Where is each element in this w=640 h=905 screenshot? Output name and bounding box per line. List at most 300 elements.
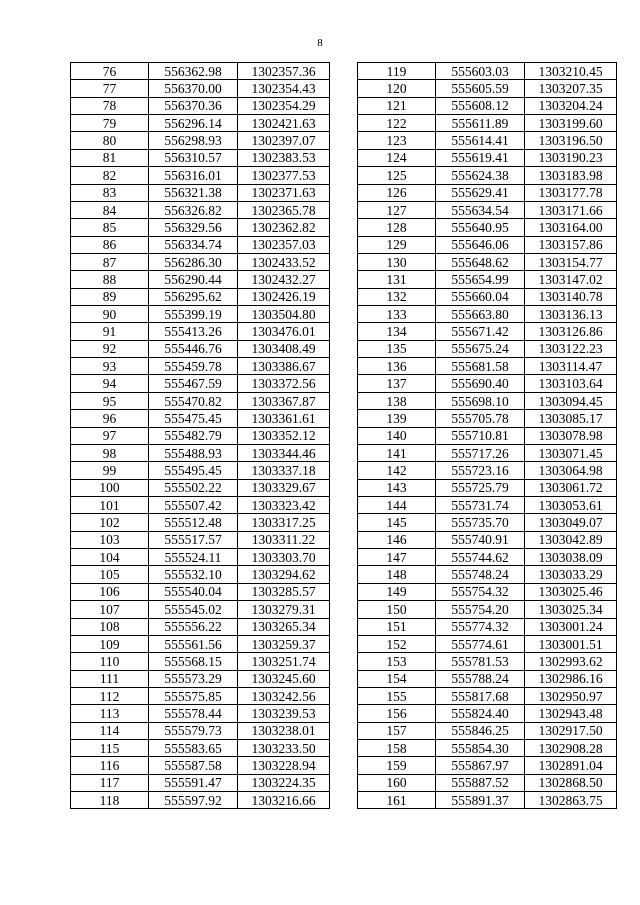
x-coordinate-cell: 555660.04: [436, 288, 525, 305]
point-number-cell: 133: [358, 306, 436, 323]
point-number-cell: 128: [358, 219, 436, 236]
table-row: [358, 705, 617, 722]
point-number-cell: 158: [358, 740, 436, 757]
table-row: [71, 618, 330, 635]
y-coordinate-cell: 1303476.01: [238, 323, 330, 340]
table-row: [71, 80, 330, 97]
y-coordinate-cell: 1303177.78: [525, 184, 617, 201]
y-coordinate-cell: 1303164.00: [525, 219, 617, 236]
table-row: [71, 635, 330, 652]
x-coordinate-cell: 556329.56: [149, 219, 238, 236]
x-coordinate-cell: 555597.92: [149, 792, 238, 809]
y-coordinate-cell: 1303049.07: [525, 514, 617, 531]
x-coordinate-cell: 555540.04: [149, 583, 238, 600]
table-row: [358, 462, 617, 479]
x-coordinate-cell: 555846.25: [436, 722, 525, 739]
x-coordinate-cell: 555788.24: [436, 670, 525, 687]
table-row: [71, 149, 330, 166]
table-row: [358, 63, 617, 80]
point-number-cell: 116: [71, 757, 149, 774]
point-number-cell: 105: [71, 566, 149, 583]
y-coordinate-cell: 1303064.98: [525, 462, 617, 479]
y-coordinate-cell: 1302354.43: [238, 80, 330, 97]
point-number-cell: 123: [358, 132, 436, 149]
x-coordinate-cell: 555475.45: [149, 410, 238, 427]
point-number-cell: 137: [358, 375, 436, 392]
point-number-cell: 119: [358, 63, 436, 80]
y-coordinate-cell: 1303251.74: [238, 653, 330, 670]
point-number-cell: 139: [358, 410, 436, 427]
point-number-cell: 122: [358, 115, 436, 132]
y-coordinate-cell: 1302863.75: [525, 792, 617, 809]
table-row: [358, 635, 617, 652]
table-row: [71, 132, 330, 149]
table-row: [71, 236, 330, 253]
x-coordinate-cell: 555824.40: [436, 705, 525, 722]
x-coordinate-cell: 555634.54: [436, 201, 525, 218]
point-number-cell: 138: [358, 392, 436, 409]
x-coordinate-cell: 555740.91: [436, 531, 525, 548]
x-coordinate-cell: 555517.57: [149, 531, 238, 548]
x-coordinate-cell: 555663.80: [436, 306, 525, 323]
y-coordinate-cell: 1303207.35: [525, 80, 617, 97]
point-number-cell: 102: [71, 514, 149, 531]
point-number-cell: 149: [358, 583, 436, 600]
table-row: [71, 427, 330, 444]
x-coordinate-cell: 555583.65: [149, 740, 238, 757]
point-number-cell: 159: [358, 757, 436, 774]
point-number-cell: 108: [71, 618, 149, 635]
y-coordinate-cell: 1303216.66: [238, 792, 330, 809]
table-row: [71, 774, 330, 791]
point-number-cell: 141: [358, 444, 436, 461]
table-row: [71, 271, 330, 288]
y-coordinate-cell: 1302993.62: [525, 653, 617, 670]
point-number-cell: 143: [358, 479, 436, 496]
x-coordinate-cell: 555690.40: [436, 375, 525, 392]
point-number-cell: 99: [71, 462, 149, 479]
y-coordinate-cell: 1303238.01: [238, 722, 330, 739]
x-coordinate-cell: 555603.03: [436, 63, 525, 80]
table-row: [358, 722, 617, 739]
table-row: [71, 444, 330, 461]
table-row: [71, 757, 330, 774]
y-coordinate-cell: 1303042.89: [525, 531, 617, 548]
y-coordinate-cell: 1302421.63: [238, 115, 330, 132]
y-coordinate-cell: 1303122.23: [525, 340, 617, 357]
y-coordinate-cell: 1303071.45: [525, 444, 617, 461]
point-number-cell: 88: [71, 271, 149, 288]
point-number-cell: 117: [71, 774, 149, 791]
table-row: [71, 219, 330, 236]
x-coordinate-cell: 556295.62: [149, 288, 238, 305]
y-coordinate-cell: 1303337.18: [238, 462, 330, 479]
y-coordinate-cell: 1303025.46: [525, 583, 617, 600]
x-coordinate-cell: 556321.38: [149, 184, 238, 201]
point-number-cell: 111: [71, 670, 149, 687]
x-coordinate-cell: 555867.97: [436, 757, 525, 774]
y-coordinate-cell: 1303140.78: [525, 288, 617, 305]
x-coordinate-cell: 555698.10: [436, 392, 525, 409]
point-number-cell: 145: [358, 514, 436, 531]
point-number-cell: 107: [71, 601, 149, 618]
x-coordinate-cell: 555470.82: [149, 392, 238, 409]
table-row: [358, 323, 617, 340]
point-number-cell: 80: [71, 132, 149, 149]
x-coordinate-cell: 555754.20: [436, 601, 525, 618]
table-row: [358, 427, 617, 444]
point-number-cell: 76: [71, 63, 149, 80]
point-number-cell: 157: [358, 722, 436, 739]
table-row: [71, 392, 330, 409]
x-coordinate-cell: 555459.78: [149, 358, 238, 375]
y-coordinate-cell: 1302917.50: [525, 722, 617, 739]
x-coordinate-cell: 555754.32: [436, 583, 525, 600]
x-coordinate-cell: 555579.73: [149, 722, 238, 739]
point-number-cell: 144: [358, 496, 436, 513]
table-row: [71, 288, 330, 305]
y-coordinate-cell: 1302433.52: [238, 253, 330, 270]
point-number-cell: 101: [71, 496, 149, 513]
table-row: [71, 323, 330, 340]
point-number-cell: 97: [71, 427, 149, 444]
point-number-cell: 124: [358, 149, 436, 166]
x-coordinate-cell: 555556.22: [149, 618, 238, 635]
y-coordinate-cell: 1303386.67: [238, 358, 330, 375]
y-coordinate-cell: 1303126.86: [525, 323, 617, 340]
x-coordinate-cell: 555495.45: [149, 462, 238, 479]
x-coordinate-cell: 556290.44: [149, 271, 238, 288]
x-coordinate-cell: 555675.24: [436, 340, 525, 357]
point-number-cell: 95: [71, 392, 149, 409]
point-number-cell: 135: [358, 340, 436, 357]
x-coordinate-cell: 555446.76: [149, 340, 238, 357]
point-number-cell: 86: [71, 236, 149, 253]
x-coordinate-cell: 555488.93: [149, 444, 238, 461]
x-coordinate-cell: 556296.14: [149, 115, 238, 132]
x-coordinate-cell: 555524.11: [149, 549, 238, 566]
table-row: [358, 566, 617, 583]
x-coordinate-cell: 555640.95: [436, 219, 525, 236]
table-row: [71, 340, 330, 357]
x-coordinate-cell: 555887.52: [436, 774, 525, 791]
table-row: [358, 653, 617, 670]
y-coordinate-cell: 1303025.34: [525, 601, 617, 618]
table-row: [358, 167, 617, 184]
y-coordinate-cell: 1302943.48: [525, 705, 617, 722]
x-coordinate-cell: 555502.22: [149, 479, 238, 496]
table-row: [358, 774, 617, 791]
point-number-cell: 127: [358, 201, 436, 218]
y-coordinate-cell: 1302357.36: [238, 63, 330, 80]
x-coordinate-cell: 555891.37: [436, 792, 525, 809]
y-coordinate-cell: 1303361.61: [238, 410, 330, 427]
y-coordinate-cell: 1303294.62: [238, 566, 330, 583]
table-row: [71, 792, 330, 809]
x-coordinate-cell: 556298.93: [149, 132, 238, 149]
x-coordinate-cell: 555681.58: [436, 358, 525, 375]
y-coordinate-cell: 1303259.37: [238, 635, 330, 652]
x-coordinate-cell: 555781.53: [436, 653, 525, 670]
table-row: [71, 670, 330, 687]
y-coordinate-cell: 1303311.22: [238, 531, 330, 548]
point-number-cell: 110: [71, 653, 149, 670]
point-number-cell: 103: [71, 531, 149, 548]
y-coordinate-cell: 1303001.24: [525, 618, 617, 635]
x-coordinate-cell: 555587.58: [149, 757, 238, 774]
y-coordinate-cell: 1303196.50: [525, 132, 617, 149]
y-coordinate-cell: 1303154.77: [525, 253, 617, 270]
y-coordinate-cell: 1302357.03: [238, 236, 330, 253]
point-number-cell: 81: [71, 149, 149, 166]
table-row: [71, 253, 330, 270]
table-row: [358, 132, 617, 149]
x-coordinate-cell: 555619.41: [436, 149, 525, 166]
y-coordinate-cell: 1302426.19: [238, 288, 330, 305]
table-row: [358, 618, 617, 635]
point-number-cell: 136: [358, 358, 436, 375]
y-coordinate-cell: 1303323.42: [238, 496, 330, 513]
table-row: [71, 410, 330, 427]
y-coordinate-cell: 1303061.72: [525, 479, 617, 496]
table-row: [358, 514, 617, 531]
y-coordinate-cell: 1302371.63: [238, 184, 330, 201]
point-number-cell: 130: [358, 253, 436, 270]
point-number-cell: 120: [358, 80, 436, 97]
y-coordinate-cell: 1303245.60: [238, 670, 330, 687]
table-row: [71, 531, 330, 548]
x-coordinate-cell: 555413.26: [149, 323, 238, 340]
point-number-cell: 152: [358, 635, 436, 652]
point-number-cell: 140: [358, 427, 436, 444]
table-row: [71, 462, 330, 479]
x-coordinate-cell: 555614.41: [436, 132, 525, 149]
table-row: [358, 740, 617, 757]
x-coordinate-cell: 556370.00: [149, 80, 238, 97]
point-number-cell: 96: [71, 410, 149, 427]
table-row: [358, 444, 617, 461]
table-row: [358, 236, 617, 253]
y-coordinate-cell: 1303147.02: [525, 271, 617, 288]
x-coordinate-cell: 555591.47: [149, 774, 238, 791]
y-coordinate-cell: 1303033.29: [525, 566, 617, 583]
x-coordinate-cell: 556310.57: [149, 149, 238, 166]
y-coordinate-cell: 1303210.45: [525, 63, 617, 80]
y-coordinate-cell: 1303279.31: [238, 601, 330, 618]
table-row: [358, 392, 617, 409]
point-number-cell: 153: [358, 653, 436, 670]
table-row: [71, 601, 330, 618]
x-coordinate-cell: 555705.78: [436, 410, 525, 427]
y-coordinate-cell: 1303078.98: [525, 427, 617, 444]
y-coordinate-cell: 1303103.64: [525, 375, 617, 392]
y-coordinate-cell: 1303204.24: [525, 97, 617, 114]
table-row: [358, 306, 617, 323]
x-coordinate-cell: 555575.85: [149, 687, 238, 704]
x-coordinate-cell: 555648.62: [436, 253, 525, 270]
table-row: [71, 566, 330, 583]
x-coordinate-cell: 555717.26: [436, 444, 525, 461]
point-number-cell: 90: [71, 306, 149, 323]
table-row: [358, 531, 617, 548]
table-row: [358, 792, 617, 809]
y-coordinate-cell: 1302383.53: [238, 149, 330, 166]
point-number-cell: 156: [358, 705, 436, 722]
y-coordinate-cell: 1303372.56: [238, 375, 330, 392]
y-coordinate-cell: 1302908.28: [525, 740, 617, 757]
x-coordinate-cell: 555748.24: [436, 566, 525, 583]
y-coordinate-cell: 1302432.27: [238, 271, 330, 288]
point-number-cell: 112: [71, 687, 149, 704]
y-coordinate-cell: 1303001.51: [525, 635, 617, 652]
point-number-cell: 126: [358, 184, 436, 201]
x-coordinate-cell: 555646.06: [436, 236, 525, 253]
y-coordinate-cell: 1303085.17: [525, 410, 617, 427]
point-number-cell: 131: [358, 271, 436, 288]
point-number-cell: 93: [71, 358, 149, 375]
y-coordinate-cell: 1303317.25: [238, 514, 330, 531]
point-number-cell: 134: [358, 323, 436, 340]
point-number-cell: 115: [71, 740, 149, 757]
point-number-cell: 148: [358, 566, 436, 583]
y-coordinate-cell: 1303094.45: [525, 392, 617, 409]
y-coordinate-cell: 1303265.34: [238, 618, 330, 635]
x-coordinate-cell: 555723.16: [436, 462, 525, 479]
y-coordinate-cell: 1303228.94: [238, 757, 330, 774]
y-coordinate-cell: 1302868.50: [525, 774, 617, 791]
point-number-cell: 146: [358, 531, 436, 548]
coordinates-table-left: [70, 62, 330, 809]
point-number-cell: 113: [71, 705, 149, 722]
y-coordinate-cell: 1302891.04: [525, 757, 617, 774]
x-coordinate-cell: 556326.82: [149, 201, 238, 218]
x-coordinate-cell: 555817.68: [436, 687, 525, 704]
page-number: 8: [317, 37, 323, 49]
y-coordinate-cell: 1303344.46: [238, 444, 330, 461]
table-row: [71, 63, 330, 80]
table-row: [71, 97, 330, 114]
y-coordinate-cell: 1303157.86: [525, 236, 617, 253]
table-row: [358, 496, 617, 513]
x-coordinate-cell: 555507.42: [149, 496, 238, 513]
y-coordinate-cell: 1303053.61: [525, 496, 617, 513]
table-row: [358, 184, 617, 201]
point-number-cell: 100: [71, 479, 149, 496]
x-coordinate-cell: 555568.15: [149, 653, 238, 670]
point-number-cell: 82: [71, 167, 149, 184]
table-row: [71, 479, 330, 496]
point-number-cell: 83: [71, 184, 149, 201]
x-coordinate-cell: 555399.19: [149, 306, 238, 323]
table-row: [358, 201, 617, 218]
x-coordinate-cell: 556286.30: [149, 253, 238, 270]
point-number-cell: 161: [358, 792, 436, 809]
table-row: [71, 583, 330, 600]
point-number-cell: 78: [71, 97, 149, 114]
x-coordinate-cell: 555629.41: [436, 184, 525, 201]
table-row: [358, 358, 617, 375]
x-coordinate-cell: 555561.56: [149, 635, 238, 652]
point-number-cell: 114: [71, 722, 149, 739]
x-coordinate-cell: 556370.36: [149, 97, 238, 114]
y-coordinate-cell: 1303224.35: [238, 774, 330, 791]
x-coordinate-cell: 555605.59: [436, 80, 525, 97]
y-coordinate-cell: 1302986.16: [525, 670, 617, 687]
table-row: [358, 549, 617, 566]
y-coordinate-cell: 1303199.60: [525, 115, 617, 132]
table-row: [358, 583, 617, 600]
point-number-cell: 142: [358, 462, 436, 479]
table-row: [71, 358, 330, 375]
table-row: [71, 496, 330, 513]
point-number-cell: 104: [71, 549, 149, 566]
table-row: [71, 201, 330, 218]
point-number-cell: 87: [71, 253, 149, 270]
x-coordinate-cell: 555731.74: [436, 496, 525, 513]
x-coordinate-cell: 555671.42: [436, 323, 525, 340]
y-coordinate-cell: 1303408.49: [238, 340, 330, 357]
point-number-cell: 94: [71, 375, 149, 392]
table-row: [358, 687, 617, 704]
point-number-cell: 129: [358, 236, 436, 253]
y-coordinate-cell: 1302397.07: [238, 132, 330, 149]
x-coordinate-cell: 555467.59: [149, 375, 238, 392]
y-coordinate-cell: 1302950.97: [525, 687, 617, 704]
y-coordinate-cell: 1303303.70: [238, 549, 330, 566]
point-number-cell: 89: [71, 288, 149, 305]
y-coordinate-cell: 1303504.80: [238, 306, 330, 323]
table-row: [71, 653, 330, 670]
table-row: [358, 410, 617, 427]
table-row: [71, 306, 330, 323]
x-coordinate-cell: 555578.44: [149, 705, 238, 722]
table-row: [358, 479, 617, 496]
point-number-cell: 125: [358, 167, 436, 184]
y-coordinate-cell: 1303183.98: [525, 167, 617, 184]
x-coordinate-cell: 555735.70: [436, 514, 525, 531]
table-row: [71, 184, 330, 201]
point-number-cell: 150: [358, 601, 436, 618]
table-row: [358, 375, 617, 392]
y-coordinate-cell: 1303367.87: [238, 392, 330, 409]
x-coordinate-cell: 555774.32: [436, 618, 525, 635]
x-coordinate-cell: 555611.89: [436, 115, 525, 132]
point-number-cell: 155: [358, 687, 436, 704]
y-coordinate-cell: 1303233.50: [238, 740, 330, 757]
y-coordinate-cell: 1303329.67: [238, 479, 330, 496]
x-coordinate-cell: 555744.62: [436, 549, 525, 566]
x-coordinate-cell: 555624.38: [436, 167, 525, 184]
point-number-cell: 84: [71, 201, 149, 218]
point-number-cell: 106: [71, 583, 149, 600]
x-coordinate-cell: 555654.99: [436, 271, 525, 288]
x-coordinate-cell: 556316.01: [149, 167, 238, 184]
x-coordinate-cell: 555725.79: [436, 479, 525, 496]
y-coordinate-cell: 1303242.56: [238, 687, 330, 704]
table-row: [358, 601, 617, 618]
point-number-cell: 154: [358, 670, 436, 687]
x-coordinate-cell: 555854.30: [436, 740, 525, 757]
table-row: [358, 80, 617, 97]
coordinates-table-right: [357, 62, 617, 809]
point-number-cell: 79: [71, 115, 149, 132]
point-number-cell: 121: [358, 97, 436, 114]
point-number-cell: 118: [71, 792, 149, 809]
table-row: [358, 271, 617, 288]
point-number-cell: 132: [358, 288, 436, 305]
table-row: [71, 115, 330, 132]
y-coordinate-cell: 1303136.13: [525, 306, 617, 323]
